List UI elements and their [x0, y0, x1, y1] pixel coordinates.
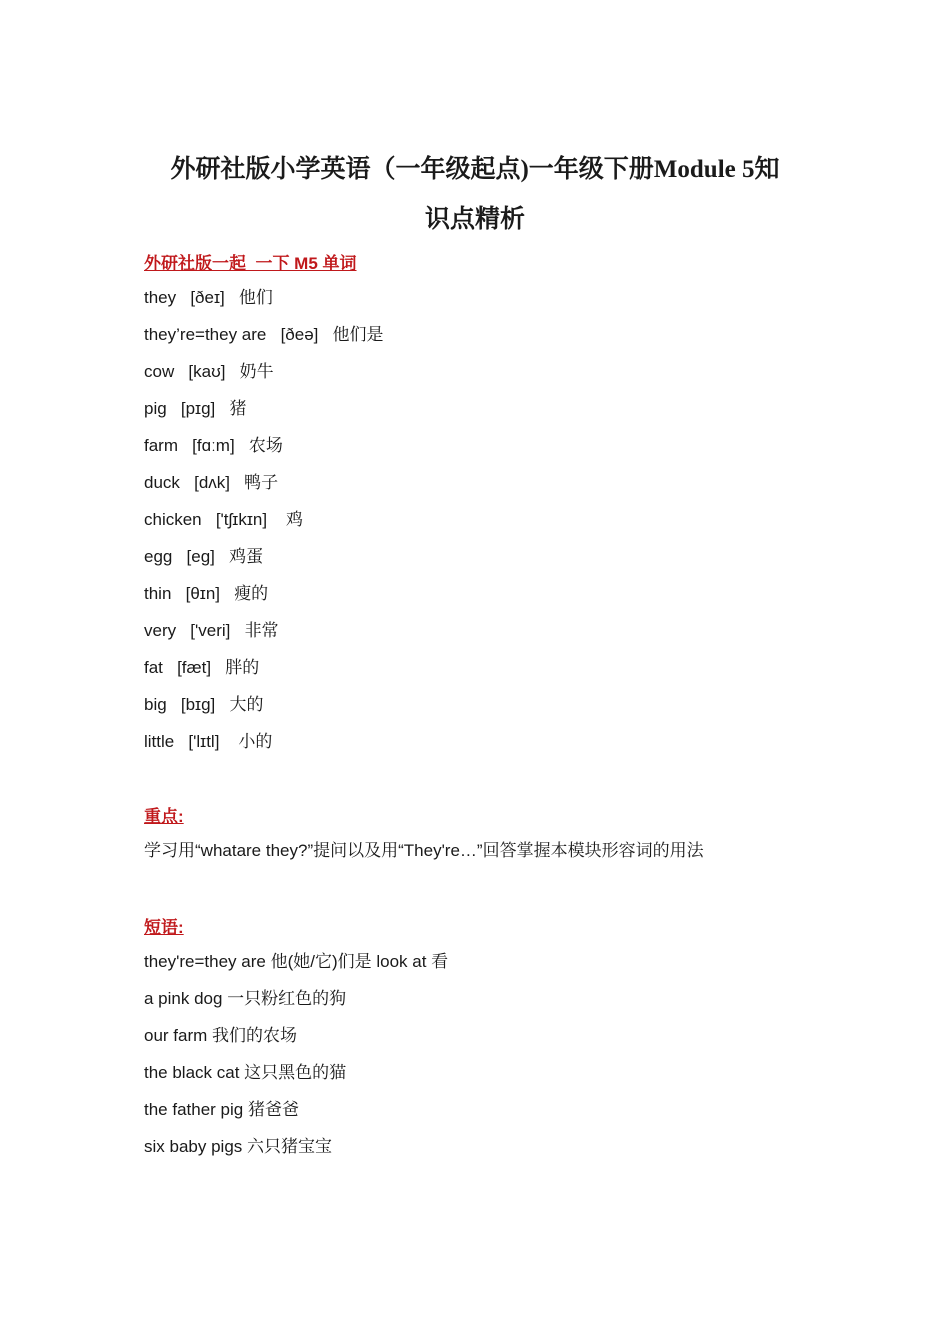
vocab-meaning: 他们	[238, 288, 273, 307]
vocab-meaning: 奶牛	[239, 362, 274, 381]
vocab-item	[144, 619, 279, 643]
vocab-ipa: [bɪg]	[180, 695, 216, 714]
phrases-heading: 短语:	[144, 918, 184, 937]
vocab-word: duck	[144, 473, 180, 492]
vocab-ipa: [ðeə]	[280, 325, 319, 344]
vocab-item	[144, 323, 384, 347]
vocab-word: thin	[144, 584, 172, 603]
document-title-line-1: 外研社版小学英语（一年级起点)一年级下册Module 5知	[170, 156, 780, 183]
vocab-item	[144, 582, 268, 606]
vocab-item	[144, 286, 273, 310]
vocab-item	[144, 730, 272, 754]
key-points-text: 学习用“whatare they?”提问以及用“They're…”回答掌握本模块形容词的用法	[144, 841, 704, 860]
vocab-meaning: 鸡蛋	[229, 547, 264, 566]
vocab-item	[144, 471, 278, 495]
vocab-meaning: 胖的	[225, 658, 260, 677]
vocab-item	[144, 656, 259, 680]
vocab-meaning: 鸭子	[244, 473, 279, 492]
vocab-ipa: ['lɪtl]	[188, 732, 220, 751]
vocab-item	[144, 397, 246, 421]
vocab-ipa: [θɪn]	[185, 584, 221, 603]
vocab-ipa: [ðeɪ]	[190, 288, 225, 307]
vocab-word: fat	[144, 658, 163, 677]
vocab-word: egg	[144, 547, 173, 566]
document-title-line-2: 识点精析	[424, 206, 525, 233]
phrase-item: the father pig 猪爸爸	[144, 1100, 299, 1119]
vocab-word: pig	[144, 399, 167, 418]
vocab-word: they’re=they are	[144, 325, 267, 344]
key-points-heading: 重点:	[144, 807, 184, 826]
vocab-item	[144, 434, 283, 458]
vocab-meaning: 瘦的	[234, 584, 269, 603]
vocab-word: cow	[144, 362, 175, 381]
vocab-ipa: [fæt]	[177, 658, 212, 677]
vocab-ipa: [fɑːm]	[192, 436, 235, 455]
vocab-word: farm	[144, 436, 178, 455]
vocab-heading: 外研社版一起 一下 M5 单词	[144, 254, 357, 273]
phrase-item: six baby pigs 六只猪宝宝	[144, 1137, 332, 1156]
vocab-ipa: [pɪg]	[180, 399, 216, 418]
vocab-meaning: 鸡	[281, 510, 303, 529]
vocab-meaning: 他们是	[332, 325, 384, 344]
vocab-word: big	[144, 695, 167, 714]
vocab-item	[144, 508, 303, 532]
vocab-meaning: 农场	[248, 436, 283, 455]
phrase-item: the black cat 这只黑色的猫	[144, 1063, 347, 1082]
vocab-ipa: [dʌk]	[194, 473, 230, 492]
vocab-word: they	[144, 288, 177, 307]
vocab-meaning: 猪	[229, 399, 247, 418]
phrase-item: they're=they are 他(她/它)们是 look at 看	[144, 952, 449, 971]
vocab-item	[144, 693, 263, 717]
vocab-ipa: [kaʊ]	[188, 362, 226, 381]
phrase-item: our farm 我们的农场	[144, 1026, 298, 1045]
vocab-meaning: 非常	[244, 621, 279, 640]
vocab-word: very	[144, 621, 177, 640]
vocab-word: little	[144, 732, 175, 751]
vocab-meaning: 小的	[233, 732, 273, 751]
vocab-item	[144, 360, 274, 384]
vocab-meaning: 大的	[229, 695, 264, 714]
phrase-item: a pink dog 一只粉红色的狗	[144, 989, 347, 1008]
vocab-ipa: ['veri]	[190, 621, 231, 640]
vocab-ipa: ['tʃɪkɪn]	[215, 510, 268, 529]
vocab-ipa: [eg]	[186, 547, 215, 566]
vocab-item	[144, 545, 263, 569]
vocab-word: chicken	[144, 510, 202, 529]
